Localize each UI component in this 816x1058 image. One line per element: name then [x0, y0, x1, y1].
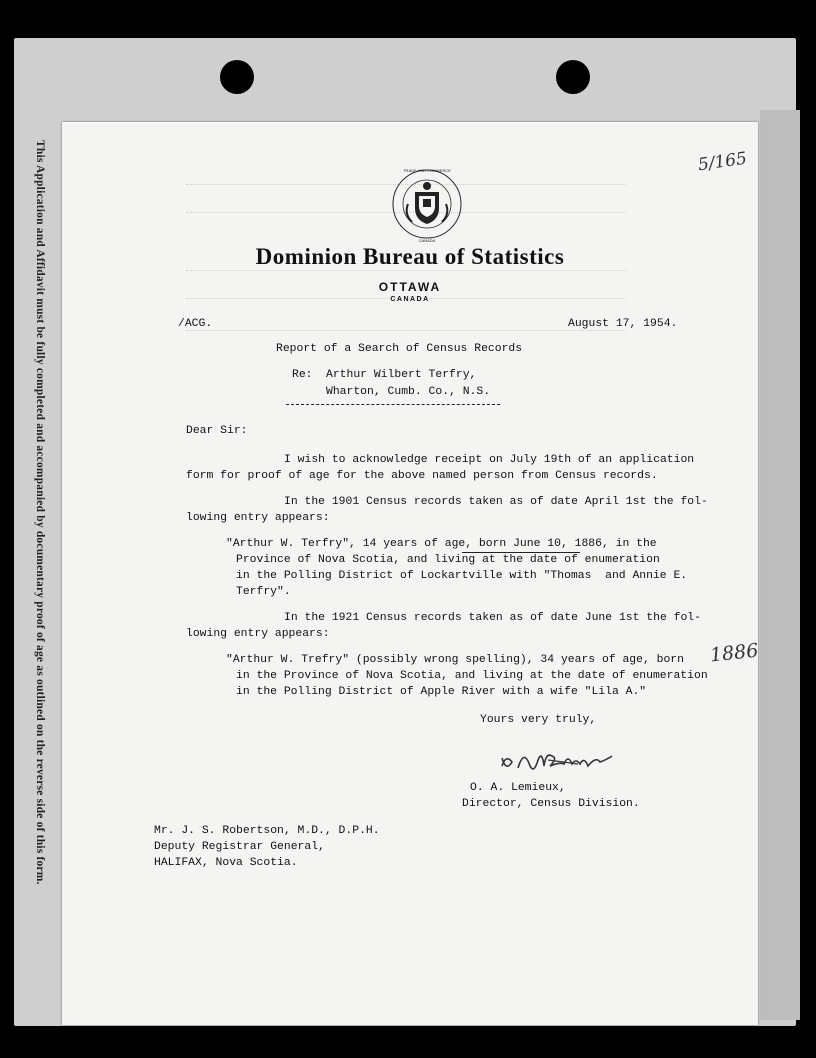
show-through-line	[186, 270, 626, 271]
backing-sheet-edge	[760, 110, 800, 1020]
punch-hole-left	[220, 60, 254, 94]
recipient-line: HALIFAX, Nova Scotia.	[154, 857, 298, 869]
signatory-title: Director, Census Division.	[462, 798, 640, 810]
re-line-name: Arthur Wilbert Terfry,	[326, 369, 477, 381]
signatory-name: O. A. Lemieux,	[470, 782, 566, 794]
census-entry-line: "Arthur W. Trefry" (possibly wrong spelling), 34 years of age, born	[226, 654, 684, 666]
recipient-line: Deputy Registrar General,	[154, 841, 325, 853]
svg-text:TRADE AND COMMERCE: TRADE AND COMMERCE	[403, 168, 451, 173]
letterhead-title: Dominion Bureau of Statistics	[255, 244, 565, 269]
salutation: Dear Sir:	[186, 425, 248, 437]
reference-code: /ACG.	[178, 318, 213, 330]
body-line: form for proof of age for the above named person from Census records.	[186, 470, 658, 482]
closing: Yours very truly,	[480, 714, 597, 726]
census-entry-line: in the Polling District of Apple River with a wife "Lila A."	[236, 686, 647, 698]
body-line: In the 1901 Census records taken as of date April 1st the fol-	[284, 496, 708, 508]
census-entry-line: in the Polling District of Lockartville with "Thomas and Annie E.	[236, 570, 688, 582]
body-line: I wish to acknowledge receipt on July 19th of an application	[284, 454, 695, 466]
show-through-line	[186, 330, 626, 331]
letterhead-country: CANADA	[390, 296, 430, 303]
handwritten-file-number: 5/165	[696, 148, 749, 176]
svg-text:CANADA: CANADA	[418, 238, 436, 243]
body-line: In the 1921 Census records taken as of date June 1st the fol-	[284, 612, 701, 624]
birthdate-underline	[462, 552, 580, 553]
census-entry-line: "Arthur W. Terfry", 14 years of age, born June 10, 1886, in the	[226, 538, 657, 550]
punch-hole-right	[556, 60, 590, 94]
re-label: Re:	[292, 369, 313, 381]
handwritten-signature	[496, 746, 636, 780]
letter-date: August 17, 1954.	[568, 318, 678, 330]
letter-subject: Report of a Search of Census Records	[276, 343, 523, 355]
census-entry-line: Province of Nova Scotia, and living at the date of enumeration	[236, 554, 660, 566]
body-line: lowing entry appears:	[186, 628, 330, 640]
side-instruction-note: This Application and Affidavit must be fully completed and accompanied by documentary proof of age as outlined on the reverse side of this form.	[34, 140, 46, 885]
recipient-line: Mr. J. S. Robertson, M.D., D.P.H.	[154, 825, 380, 837]
census-entry-line: Terfry".	[236, 586, 291, 598]
body-line: lowing entry appears:	[186, 512, 330, 524]
letter-sheet	[62, 122, 758, 1025]
re-line-address: Wharton, Cumb. Co., N.S.	[326, 386, 491, 398]
subject-underline	[286, 404, 500, 405]
letterhead-city: OTTAWA	[378, 280, 442, 294]
handwritten-year: 1886	[708, 639, 760, 667]
census-entry-line: in the Province of Nova Scotia, and living at the date of enumeration	[236, 670, 708, 682]
government-crest-logo	[390, 162, 464, 246]
